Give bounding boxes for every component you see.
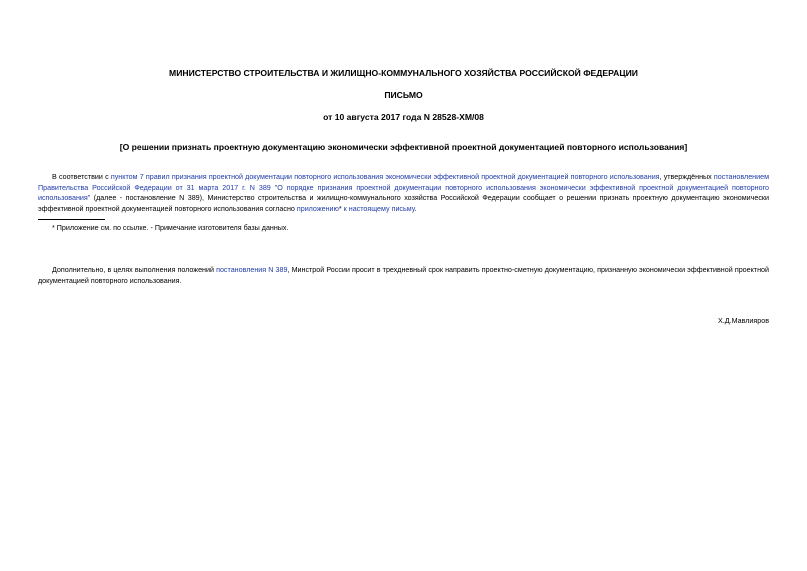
document-subject: [О решении признать проектную документацию экономически эффективной проектной документацией повторного использования]	[119, 142, 688, 152]
link-rules-item-7[interactable]: пунктом 7 правил признания проектной документации повторного использования экономически эффективной проектной документацией повторного использования	[110, 173, 660, 181]
footnote: * Приложение см. по ссылке. - Примечание изготовителя базы данных.	[52, 224, 289, 232]
signature-name: Х.Д.Мавлияров	[718, 317, 769, 325]
paragraph-main-text-1: В соответствии с	[52, 173, 111, 181]
link-appendix[interactable]: приложению	[296, 204, 339, 213]
paragraph-additional	[38, 265, 769, 286]
document-date-number: от 10 августа 2017 года N 28528-ХМ/08	[323, 112, 484, 122]
link-to-this-letter[interactable]: к настоящему письму	[343, 204, 415, 213]
paragraph-main-text-5: .	[414, 204, 417, 213]
link-decree-389[interactable]: постановления N 389	[216, 266, 288, 274]
paragraph-main-text-4: *	[338, 204, 344, 213]
document-type: ПИСЬМО	[384, 90, 423, 100]
link-government-decree-389[interactable]: постановлением Правительства Российской Федерации от 31 марта 2017 г. N 389 "О порядке признания проектной документации повторного использования экономически эффективной проектной документацией повторного использования"	[38, 173, 769, 203]
paragraph-main-text-3: (далее - постановление N 389), Министерство строительства и жилищно-коммунального хозяйства Российской Федерации сообщает о решении признать проектную документацию экономически эффективной проектной документацией повторного использования согласно	[38, 194, 769, 213]
paragraph-additional-text-2: , Минстрой России просит в трехдневный срок направить проектно-сметную документацию, признанную экономически эффективной проектной документацией повторного использования.	[38, 266, 769, 285]
footnote-divider	[38, 219, 105, 220]
paragraph-main-text-2: , утверждённых	[659, 173, 714, 181]
paragraph-additional-text-1: Дополнительно, в целях выполнения положений	[52, 266, 217, 274]
ministry-title: МИНИСТЕРСТВО СТРОИТЕЛЬСТВА И ЖИЛИЩНО-КОММУНАЛЬНОГО ХОЗЯЙСТВА РОССИЙСКОЙ ФЕДЕРАЦИИ	[169, 68, 638, 78]
paragraph-main	[38, 172, 769, 214]
